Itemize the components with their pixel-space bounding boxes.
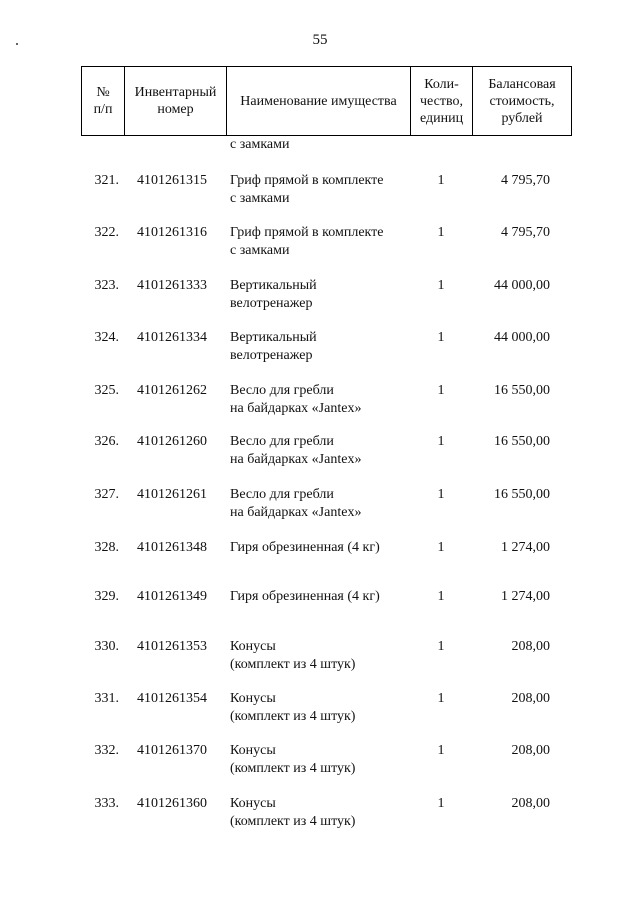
header-quantity-line2: чество, — [420, 93, 463, 109]
row-item-name — [230, 486, 410, 522]
row-cost: 208,00 — [511, 691, 550, 706]
row-item-name — [230, 224, 410, 260]
row-item-name — [230, 433, 410, 469]
row-item-name-line1: Вертикальный — [230, 278, 317, 293]
row-number: 326. — [94, 434, 119, 449]
row-item-name-line2: с замками — [230, 191, 290, 206]
row-cost: 208,00 — [511, 743, 550, 758]
header-quantity-line3: единиц — [419, 110, 464, 126]
row-quantity: 1 — [437, 383, 445, 398]
continuation-text: с замками — [230, 137, 290, 152]
row-item-name-line1: Гриф прямой в комплекте — [230, 173, 384, 188]
row-item-name-line2: велотренажер — [230, 348, 313, 363]
row-inventory-number: 4101261360 — [137, 796, 207, 811]
row-number: 321. — [94, 173, 119, 188]
row-item-name-line1: Весло для гребли — [230, 383, 334, 398]
table-header — [81, 66, 572, 136]
row-number: 325. — [94, 383, 119, 398]
row-item-name-line1: Гиря обрезиненная (4 кг) — [230, 540, 380, 555]
row-cost: 1 274,00 — [501, 589, 550, 604]
row-item-name-line2: (комплект из 4 штук) — [230, 814, 356, 829]
header-inventory — [125, 67, 227, 136]
row-cost: 208,00 — [511, 796, 550, 811]
row-cost: 16 550,00 — [494, 383, 550, 398]
row-number: 331. — [94, 691, 119, 706]
row-item-name-line2: (комплект из 4 штук) — [230, 761, 356, 776]
row-inventory-number: 4101261260 — [137, 434, 207, 449]
header-inventory-line1: Инвентарный — [134, 85, 217, 100]
row-item-name-line1: Гриф прямой в комплекте — [230, 225, 384, 240]
header-number — [82, 67, 125, 136]
row-item-name — [230, 742, 410, 778]
row-inventory-number: 4101261354 — [137, 691, 207, 706]
row-inventory-number: 4101261349 — [137, 589, 207, 604]
row-item-name — [230, 795, 410, 831]
row-cost: 4 795,70 — [501, 225, 550, 240]
row-item-name-line1: Конусы — [230, 691, 276, 706]
row-inventory-number: 4101261315 — [137, 173, 207, 188]
row-item-name-line2: на байдарках «Jantex» — [230, 452, 362, 467]
header-inventory-line2: номер — [157, 102, 194, 117]
row-item-name-line2: на байдарках «Jantex» — [230, 401, 362, 416]
row-number: 329. — [94, 589, 119, 604]
row-item-name-line2: (комплект из 4 штук) — [230, 657, 356, 672]
row-inventory-number: 4101261370 — [137, 743, 207, 758]
header-quantity-line1: Коли- — [424, 76, 459, 92]
row-item-name — [230, 382, 410, 418]
row-item-name — [230, 329, 410, 365]
row-item-name-line2: велотренажер — [230, 296, 313, 311]
row-inventory-number: 4101261261 — [137, 487, 207, 502]
header-cost-line2: стоимость, — [489, 93, 555, 109]
header-number-line1: № — [96, 85, 110, 100]
row-item-name-line1: Конусы — [230, 743, 276, 758]
row-cost: 208,00 — [511, 639, 550, 654]
row-number: 327. — [94, 487, 119, 502]
row-item-name-line1: Весло для гребли — [230, 487, 334, 502]
header-name — [227, 67, 411, 136]
row-number: 322. — [94, 225, 119, 240]
row-item-name — [230, 690, 410, 726]
row-inventory-number: 4101261262 — [137, 383, 207, 398]
header-cost-line1: Балансовая — [488, 76, 556, 92]
row-quantity: 1 — [437, 639, 445, 654]
row-cost: 1 274,00 — [501, 540, 550, 555]
row-item-name — [230, 277, 410, 313]
row-item-name-line1: Вертикальный — [230, 330, 317, 345]
row-number: 323. — [94, 278, 119, 293]
row-quantity: 1 — [437, 487, 445, 502]
row-quantity: 1 — [437, 691, 445, 706]
row-item-name-line2: на байдарках «Jantex» — [230, 505, 362, 520]
row-item-name-line1: Конусы — [230, 639, 276, 654]
header-number-line2: п/п — [93, 102, 113, 117]
row-item-name-line1: Весло для гребли — [230, 434, 334, 449]
header-cost — [473, 67, 572, 136]
row-inventory-number: 4101261334 — [137, 330, 207, 345]
header-quantity — [411, 67, 473, 136]
row-quantity: 1 — [437, 743, 445, 758]
row-number: 333. — [94, 796, 119, 811]
row-quantity: 1 — [437, 330, 445, 345]
row-cost: 44 000,00 — [494, 330, 550, 345]
row-cost: 16 550,00 — [494, 487, 550, 502]
row-item-name-line2: с замками — [230, 243, 290, 258]
row-number: 324. — [94, 330, 119, 345]
header-name-text: Наименование имущества — [240, 93, 397, 109]
row-cost: 44 000,00 — [494, 278, 550, 293]
row-number: 332. — [94, 743, 119, 758]
row-quantity: 1 — [437, 434, 445, 449]
page-number: 55 — [312, 32, 328, 48]
row-number: 328. — [94, 540, 119, 555]
row-quantity: 1 — [437, 225, 445, 240]
row-cost: 16 550,00 — [494, 434, 550, 449]
row-item-name — [230, 588, 410, 606]
row-quantity: 1 — [437, 540, 445, 555]
scan-speck — [16, 43, 18, 45]
row-item-name — [230, 638, 410, 674]
row-inventory-number: 4101261333 — [137, 278, 207, 293]
row-quantity: 1 — [437, 589, 445, 604]
row-item-name-line1: Конусы — [230, 796, 276, 811]
header-cost-line3: рублей — [501, 110, 543, 126]
row-inventory-number: 4101261348 — [137, 540, 207, 555]
row-quantity: 1 — [437, 173, 445, 188]
row-item-name-line1: Гиря обрезиненная (4 кг) — [230, 589, 380, 604]
row-quantity: 1 — [437, 796, 445, 811]
row-item-name — [230, 539, 410, 557]
row-cost: 4 795,70 — [501, 173, 550, 188]
row-number: 330. — [94, 639, 119, 654]
row-item-name-line2: (комплект из 4 штук) — [230, 709, 356, 724]
row-inventory-number: 4101261316 — [137, 225, 207, 240]
row-item-name — [230, 172, 410, 208]
row-inventory-number: 4101261353 — [137, 639, 207, 654]
row-quantity: 1 — [437, 278, 445, 293]
